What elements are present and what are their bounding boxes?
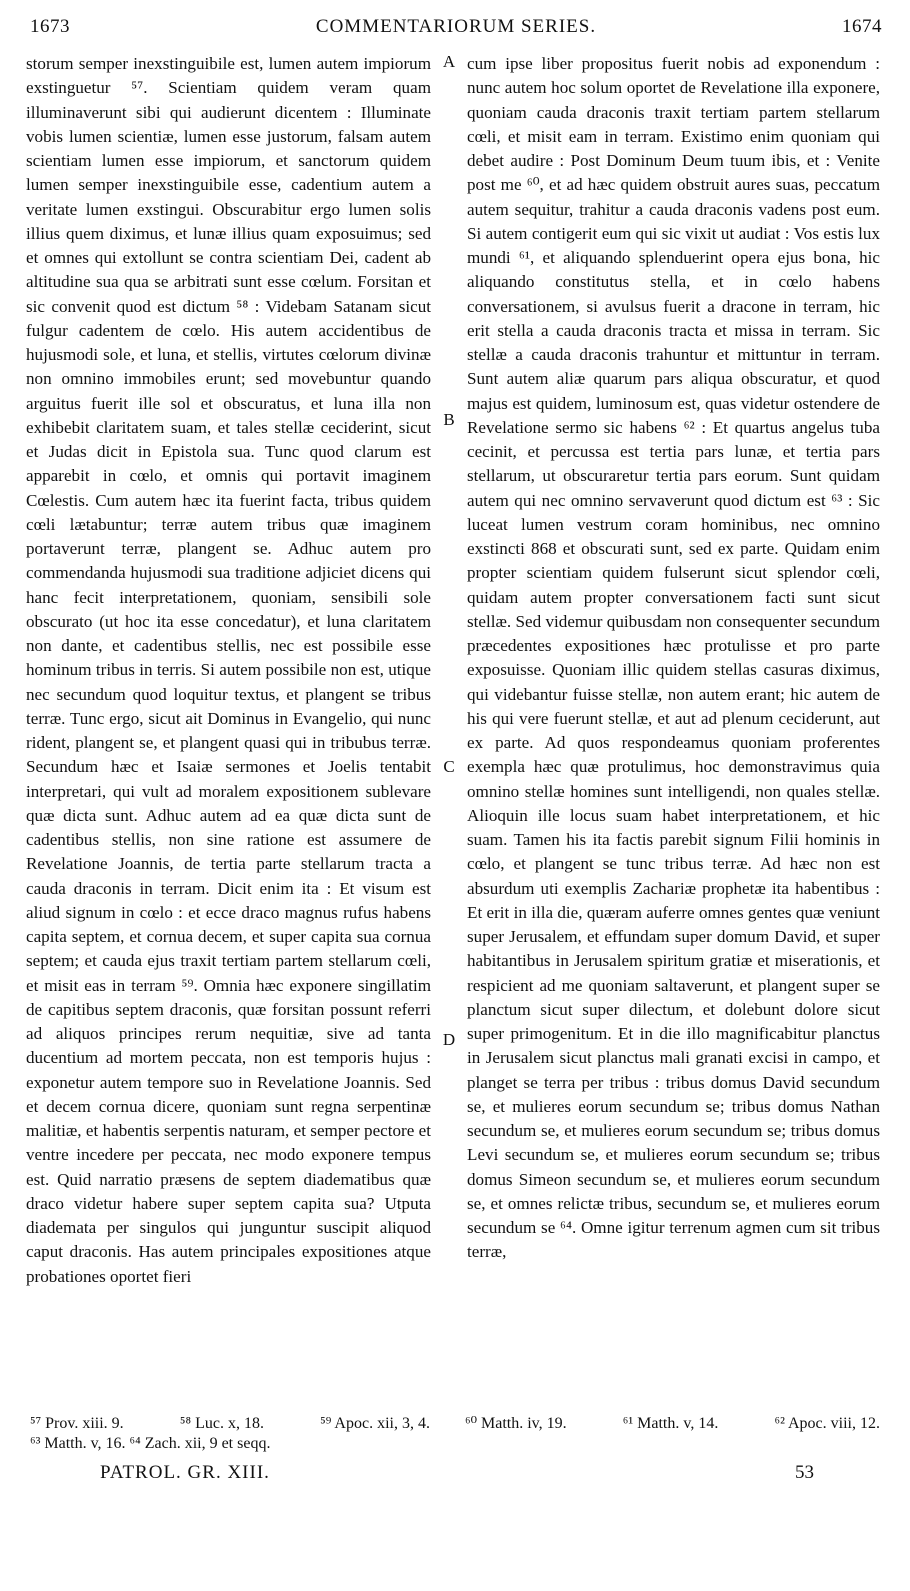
right-column [467, 52, 880, 1265]
footnote-57: ⁵⁷ Prov. xiii. 9. [30, 1415, 124, 1432]
margin-marker-a: A [442, 52, 456, 71]
page-number-left: 1673 [30, 16, 70, 37]
footnote-63-64: ⁶³ Matth. v, 16. ⁶⁴ Zach. xii, 9 et seqq. [30, 1435, 271, 1452]
footnote-59: ⁵⁹ Apoc. xii, 3, 4. [320, 1415, 430, 1432]
margin-marker-c: C [443, 757, 455, 776]
footnote-60: ⁶⁰ Matth. iv, 19. [465, 1415, 567, 1432]
page-header [30, 16, 882, 42]
footnote-62: ⁶² Apoc. viii, 12. [774, 1415, 880, 1432]
margin-marker-d: D [442, 1030, 456, 1049]
running-title: COMMENTARIORUM SERIES. [315, 16, 597, 37]
margin-marker-b: B [443, 410, 455, 429]
footnote-58: ⁵⁸ Luc. x, 18. [179, 1415, 264, 1432]
volume-label: PATROL. GR. XIII. [100, 1462, 270, 1483]
signature-number: 53 [795, 1462, 814, 1483]
left-column-text: storum semper inexstinguibile est, lumen autem impiorum exstinguetur ⁵⁷. Scientiam quidem veram quam illuminaverunt sibi qui audierunt dicentem : Illuminate vobis lumen scientiæ, lumen esse justorum, falsam autem scientiam lumen esse impiorum, et sanctorum quidem lumen semper inexstinguibile esse, cadentium autem a veritate lumen exstingui. Obscurabitur ergo lumen solis illius quem diximus, et lunæ illius quam exposuimus; sed et omnes qui extollunt se contra scientiam Dei, cadent ab altitudine sua qua se arbitrati sunt esse cœlum. Forsitan et sic convenit quod est dictum ⁵⁸ : Videbam Satanam sicut fulgur cadentem de cœlo. His autem accidentibus de hujusmodi sole, et luna, et stellis, virtutes cœlorum divinæ non omnino immobiles erunt; sed movebuntur quando arguitus fuerit ille sol et obscuratus, et luna illa non exhibebit claritatem suam, et tales stellæ ceciderint, sicut et Judas dicit in Epistola sua. Tunc quod clarum est apparebit in cœlo, et omnis qui portavit imaginem Cœlestis. Cum autem hæc ita fuerint facta, tribus quidem cœli lætabuntur; terræ autem tribus quæ imaginem portaverunt terræ, plangent se. Adhuc autem pro commendanda hujusmodi sua traditione adjiciet dicens qui hanc fecit interpretationem, quoniam, sensibili sole obscurato (ut hoc ita esse concedatur), et luna claritatem non dante, et cadentibus stellis, nec est possibile esse hominum tribus in terris. Si autem possibile non est, utique nec secundum quod loquitur textus, et plangent se tribus terræ. Tunc ergo, sicut ait Dominus in Evangelio, qui nunc rident, plangent se, et plangent quasi qui in tribubus terræ. Secundum hæc et Isaiæ sermones et Joelis tentabit interpretari, qui vult ad moralem expositionem sublevare quæ dicta sunt. Adhuc autem ad ea quæ dicta sunt de cadentibus stellis, non sine ratione est assumere de Revelatione Joannis, de tertia parte stellarum tracta a cauda draconis in terram. Dicit enim ita : Et visum est aliud signum in cœlo : et ecce draco magnus rufus habens capita septem, et cornua decem, et super capita sua cornua septem; et cauda ejus traxit tertiam partem stellarum cœli, et misit eas in terram ⁵⁹. Omnia hæc exponere singillatim de capitibus septem draconis, quæ forsitan possunt referri ad aliquos principes rerum nequitiæ, sive ad tanta ducentium ad mortem peccata, non est temporis hujus : exponetur autem tempore suo in Revelatione Joannis. Sed et decem cornua dicere, quoniam sunt regna serpentinæ malitiæ, et habentis serpentis naturam, et semper pectore et ventre incedere per peccata, nec modo exponere tempus est. Quid narratio præsens de septem diadematibus quæ draco videtur habere super septem capita sua? Utputa diademata per singulos qui junguntur suscipit aliquod caput draconis. Has autem principales expositiones atque probationes oportet fieri [26, 54, 431, 1286]
footnote-61: ⁶¹ Matth. v, 14. [622, 1415, 719, 1432]
left-column [26, 52, 431, 1289]
page-number-right: 1674 [842, 16, 882, 37]
right-column-text: cum ipse liber propositus fuerit nobis ad exponendum : nunc autem hoc solum oportet de Revelatione illa exponere, quoniam cauda draconis traxit tertiam partem stellarum cœli, et misit eam in terram. Existimo enim quoniam qui debet audire : Post Dominum Deum tuum ibis, et : Venite post me ⁶⁰, et ad hæc quidem obstruit aures suas, peccatum autem sequitur, trahitur a cauda draconis vadens post eum. Si autem contigerit eum qui sic vixit ut audiat : Vos estis lux mundi ⁶¹, et aliquando splenduerint opera ejus bona, hic aliquando constitutus stella, et in cœlo habens conversationem, si avulsus fuerit a dracone in terram, hic erit stella a cauda draconis tracta et missa in terram. Sic stellæ a cauda draconis trahuntur et mittuntur in terram. Sunt autem aliæ quarum pars aliqua obscuratur, et quod majus est quidem, luminosum est, quas videtur ostendere de Revelatione sermo sic habens ⁶² : Et quartus angelus tuba cecinit, et percussa est tertia pars lunæ, et tertia pars stellarum, ut obscuraretur tertia pars eorum. Sunt quidam autem qui nec omnino servaverunt quod dictum est ⁶³ : Sic luceat lumen vestrum coram hominibus, nec omnino exstincti 868 et obscurati sunt, sed ex parte. Quidam enim propter scientiam quidem fulserunt sicut splendor cœli, quidam autem propter conversationem facti sunt sicut stellæ. Sed videmur quibusdam non consequenter secundum præcedentes expositiones hæc protulisse et pro parte exposuisse. Quoniam illic quidem stellas casuras diximus, qui videbantur fuisse stellæ, non autem erant; hic autem de his qui vere fuerunt stellæ, et aut ad plenum ceciderunt, aut ex parte. Ad quos respondeamus quoniam proferentes exempla hæc quæ protulimus, hoc demonstravimus quia omnino stellæ homines sunt intelligendi, non quales stellæ. Alioquin ille locus suam habet interpretationem, et hic suam. Tamen his ita factis parebit signum Filii hominis in cœlo, et plangent se tunc tribus terræ. Ad hæc non est absurdum uti exemplis Zachariæ prophetæ ita habentibus : Et erit in illa die, quæram auferre omnes gentes quæ veniunt super Jerusalem, et effundam super domum David, et super habitantibus in Jerusalem spiritum gratiæ et miserationis, et respicient ad me quoniam saltaverunt, et plangent super se planctum sicut super dilectum, et dolebunt dolore sicut super primogenitum. Et in die illo magnificabitur planctus in Jerusalem sicut planctus mali granati excisi in campo, et planget se terra per tribus : tribus domus David secundum se, et mulieres eorum secundum se; tribus domus Nathan secundum se, et mulieres eorum secundum se; tribus domus Levi secundum se, et mulieres eorum secundum se; tribus domus Simeon secundum se, et mulieres eorum secundum se, et omnes relictæ tribus, secundum se, et mulieres eorum secundum se ⁶⁴. Omne igitur terrenum agmen cum sit tribus terræ, [467, 54, 880, 1262]
